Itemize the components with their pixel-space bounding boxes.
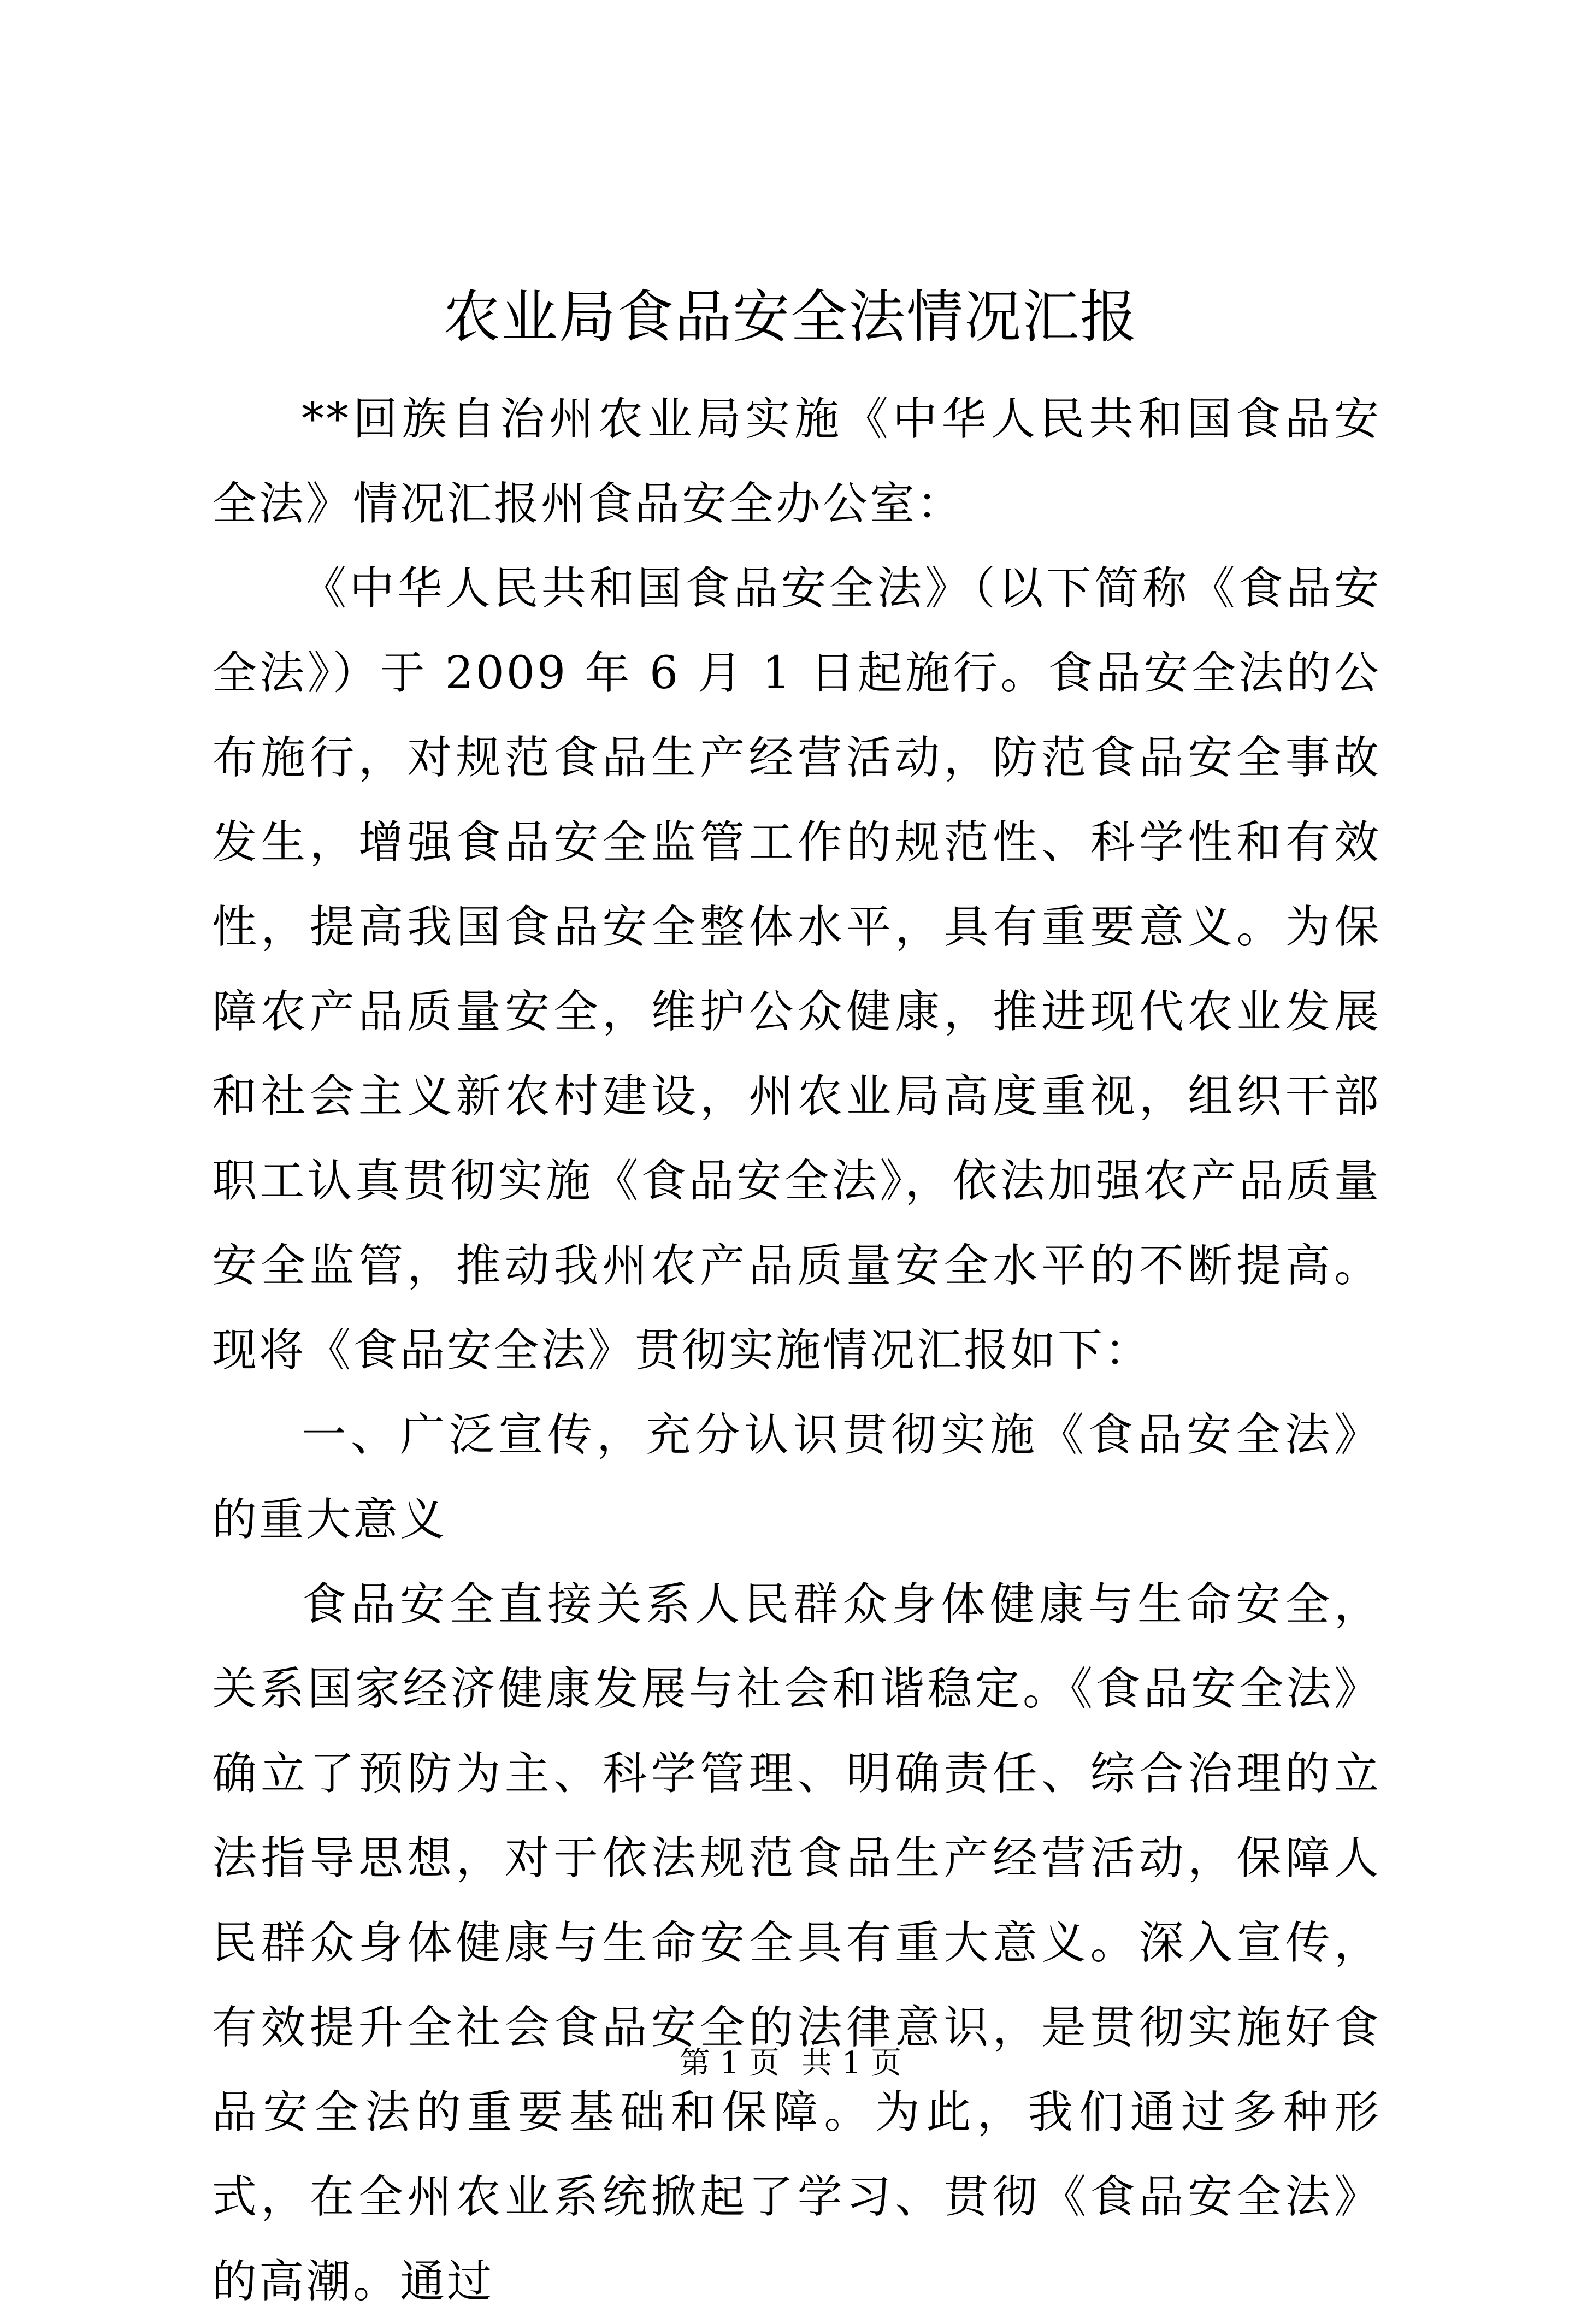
page-number: 第 1 页 xyxy=(679,2045,780,2081)
paragraph-introduction: 《中华人民共和国食品安全法》（以下简称《食品安全法》）于 2009 年 6 月 1 日起施行。食品安全法的公布施行，对规范食品生产经营活动，防范食品安全事故发生，增强食品安全监管工作的规范性、科学性和有效性，提高我国食品安全整体水平，具有重要意义。为保障农产品质量安全，维护公众健康，推进现代农业发展和社会主义新农村建设，州农业局高度重视，组织干部职工认真贯彻实施《食品安全法》，依法加强农产品质量安全监管，推动我州农产品质量安全水平的不断提高。现将《食品安全法》贯彻实施情况汇报如下： xyxy=(212,563,1381,1376)
document-title: 农业局食品安全法情况汇报 xyxy=(443,283,1138,350)
document-body xyxy=(212,377,1381,2324)
section-heading-1: 一、广泛宣传，充分认识贯彻实施《食品安全法》的重大意义 xyxy=(212,1409,1381,1546)
page-footer xyxy=(0,2042,1581,2085)
paragraph-section-1: 食品安全直接关系人民群众身体健康与生命安全，关系国家经济健康发展与社会和谐稳定。《食品安全法》确立了预防为主、科学管理、明确责任、综合治理的立法指导思想，对于依法规范食品生产经营活动，保障人民群众身体健康与生命安全具有重大意义。深入宣传，有效提升全社会食品安全的法律意识，是贯彻实施好食品安全法的重要基础和保障。为此，我们通过多种形式，在全州农业系统掀起了学习、贯彻《食品安全法》的高潮。通过 xyxy=(212,1578,1381,2308)
page-total: 共 1 页 xyxy=(801,2045,902,2081)
paragraph-salutation: **回族自治州农业局实施《中华人民共和国食品安全法》情况汇报州食品安全办公室： xyxy=(212,393,1381,530)
